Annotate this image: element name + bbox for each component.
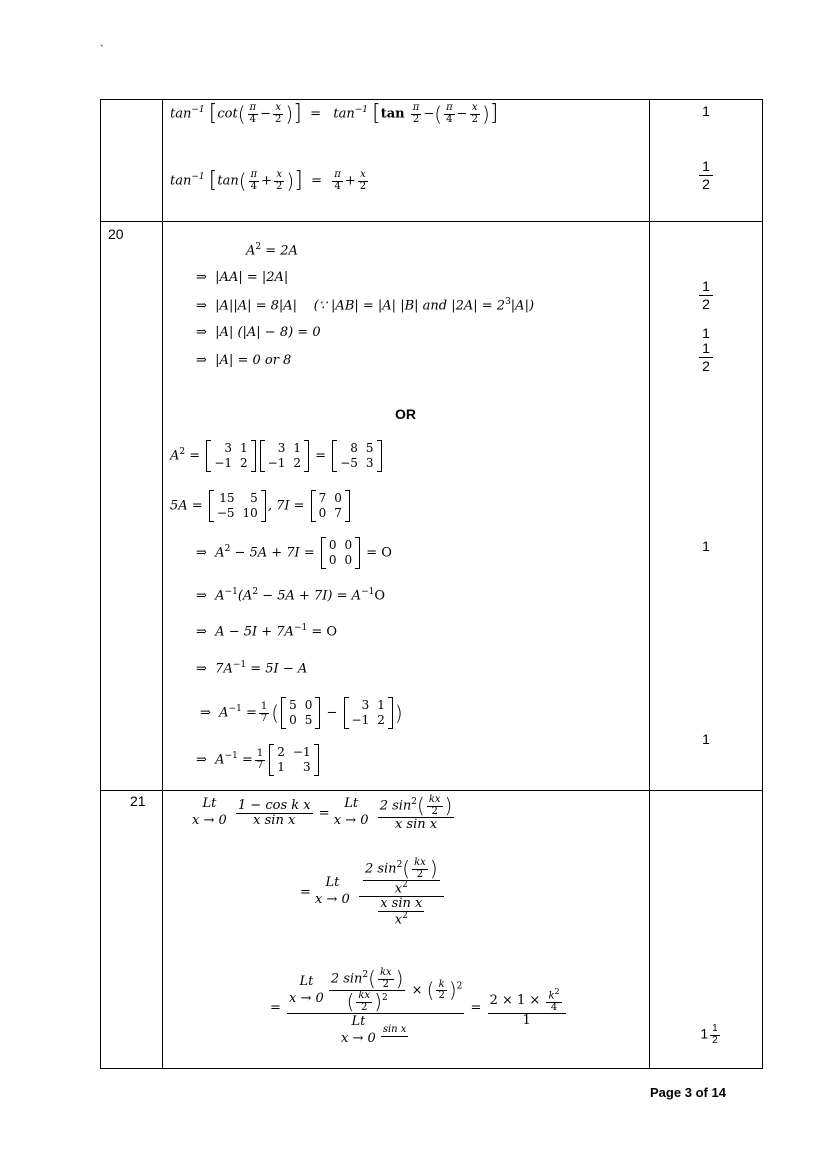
mark: 1: [702, 731, 710, 747]
mark: 1: [702, 538, 710, 554]
table-border-left: [100, 99, 101, 1069]
matrix: 3 1 −1 2: [206, 440, 255, 472]
solution-line: ⇒ $7A^{-1} = 5I - A$: [196, 660, 308, 677]
matrix: 3 1 −1 2: [260, 440, 309, 472]
matrix: 5 0 0 5: [281, 697, 320, 729]
mark-half: $\frac{1}{2}$: [691, 340, 721, 374]
solution-line: $\tan^{-1} [\tan$( $\frac{\pi}{4}$ + $\frac{x}{2}$ )] = $\frac{\pi}{4}$ + $\frac{x}{2}$: [170, 168, 367, 193]
question-number: 20: [108, 226, 124, 242]
matrix: 15 5 −5 10: [209, 490, 266, 522]
matrix: 2 −1 1 3: [269, 744, 318, 776]
matrix: 3 1 −1 2: [344, 697, 393, 729]
solution-line: ⇒ |A| (|A| − 8) = 0: [196, 325, 321, 340]
mark-half: $\frac{1}{2}$: [691, 158, 721, 192]
row-divider: [100, 790, 763, 791]
matrix: 0 0 0 0: [321, 537, 360, 569]
column-divider: [649, 99, 650, 1069]
solution-line: $A^2 = 2A$: [246, 242, 298, 259]
matrix: 8 5 −5 3: [332, 440, 381, 472]
solution-line: ⇒ $A - 5I + 7A^{-1} = O$: [196, 623, 338, 640]
solution-line: ⇒ |A||A| = 8|A| (∵ |AB| = |A| |B| and $|2A| = 2^3|A|$): [196, 297, 535, 314]
solution-line: 5A = 15 5 −5 10 , 7I = 7 0 0 7: [170, 490, 352, 522]
solution-line: ⇒ |AA| = |2A|: [196, 270, 289, 285]
solution-line: $\tan^{-1} [\cot$( $\frac{\pi}{4}$ − $\frac{x}{2}$ )] = $\tan^{-1} [\tan$ $\frac{\pi}{2}$ −( $\frac{\pi}{4}$ − $\frac{x}{2}$ )]: [170, 101, 499, 126]
matrix: 7 0 0 7: [311, 490, 350, 522]
row-divider: [100, 221, 763, 222]
solution-line: ⇒ $A^{-1}$ = $\frac{1}{7}$ ( 5 0 0 5 − 3 1 −1 2 ): [200, 698, 403, 727]
table-border-bottom: [100, 1068, 763, 1069]
mark: 1: [702, 103, 710, 119]
question-number: 21: [130, 793, 146, 809]
solution-line: $A^2$ = 3 1 −1 2 3 1 −1 2 = 8 5 −5 3: [170, 440, 384, 472]
table-border-top: [100, 99, 763, 100]
solution-line: Lt x → 0 $\frac{\text{1 − cos k x}}{\text{x sin x}}$ = Lt x → 0 2 $\sin^2$( $\frac{kx}{2}$ ) x sin x: [192, 793, 453, 832]
table-border-right: [762, 99, 763, 1069]
solution-line: = Lt x → 0 2 $\sin^2$( $\frac{kx}{2}$ ) $x^2$ $\frac{\text{x sin x}}{x^2}$: [300, 858, 446, 927]
solution-line: = Lt x → 0 2 $\sin^2$( $\frac{kx}{2}$ ) ( $\frac{kx}{2}$ )$^2$ × ( $\frac{k}{2}$ )$^2$ Lt x → 0 sin x = 2 × 1 × $\frac{k^2}{4}$ 1: [270, 968, 568, 1048]
mark-one-and-half: 1 $\frac{1}{2}$: [700, 1023, 718, 1046]
or-separator: OR: [395, 406, 416, 422]
solution-line: ⇒ $A^2 - 5A + 7I$ = 0 0 0 0 = O: [196, 538, 392, 567]
solution-line: ⇒ $A^{-1}(A^2 - 5A + 7I) = A^{-1}O$: [196, 587, 386, 604]
stray-mark: `: [100, 44, 104, 56]
mark-half: $\frac{1}{2}$: [691, 278, 721, 312]
solution-line: ⇒ $A^{-1}$ = $\frac{1}{7}$ 2 −1 1 3: [196, 744, 321, 776]
column-divider: [162, 99, 163, 1069]
mark: 1: [702, 325, 710, 341]
page-number: Page 3 of 14: [650, 1085, 726, 1100]
solution-line: ⇒ |A| = 0 or 8: [196, 353, 292, 368]
